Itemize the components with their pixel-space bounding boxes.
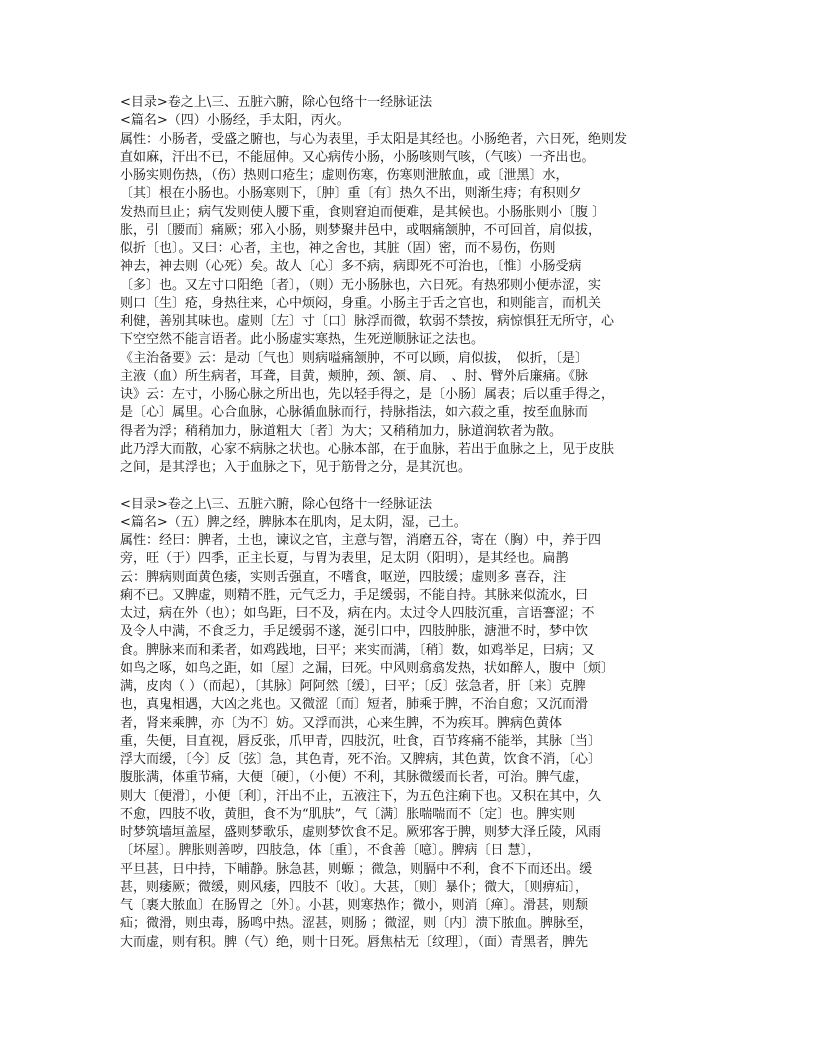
text-line: 则口〔生〕疮，身热往来，心中烦闷，身重。小肠主于舌之官也，和则能言，而机关	[120, 295, 602, 311]
text-line: 发热而旦止；病气发则使人腰下重，食则窘迫而便难，是其候也。小肠胀则小〔腹 〕	[120, 204, 606, 220]
text-line: 神去，神去则（心死）矣。故人〔心〕多不病，病即死不可治也，〔惟〕小肠受病	[120, 259, 582, 275]
text-line: 大而虚，则有积。脾（气）绝，则十日死。唇焦枯无〔纹理〕，（面）青黑者，脾先	[120, 934, 589, 950]
text-line: 旁，旺（于）四季，正主长夏，与胃为表里，足太阴（阳明），是其经也。扁鹊	[120, 551, 569, 567]
text-line: 也，真鬼相遇，大凶之兆也。又微涩〔而〕短者，肺乘于脾，不治自愈；又沉而滑	[120, 697, 589, 713]
section-spleen	[120, 496, 660, 952]
text-line: 不愈，四肢不收，黄胆，食不为“肌肤”，气〔满〕胀喘喘而不〔定〕也。脾实则	[120, 806, 576, 822]
text-line: 〔多〕也。又左寸口阳绝〔者〕，（则）无小肠脉也，六日死。有热邪则小便赤涩，实	[120, 277, 602, 293]
text-line: 浮大而缓，〔今〕反〔弦〕急，其色青，死不治。又脾病，其色黄，饮食不消，〔心〕	[120, 752, 602, 767]
text-line: 食。脾脉来而和柔者，如鸡践地，曰平；来实而满，〔稍〕数，如鸡举足，曰病；又	[120, 642, 595, 658]
text-line: 〔坏屋〕。脾胀则善哕，四肢急，体〔重〕，不食善〔噫〕。脾病〔日 慧〕，	[120, 843, 541, 859]
text-line: 太过，病在外（也）；如鸟距，曰不及，病在内。太过令人四肢沉重，言语謇涩；不	[120, 606, 595, 621]
text-line: 时梦筑墙垣盖屋，盛则梦歌乐，虚则梦饮食不足。厥邪客于脾，则梦大泽丘陵，风雨	[120, 825, 602, 840]
text-line: 疝；微滑，则虫毒，肠鸣中热。涩甚，则肠 ；微涩，则〔内〕溃下脓血。脾脉至，	[120, 916, 593, 932]
text-line: 胀，引〔腰而〕痛厥；邪入小肠，则梦聚井邑中，或咽痛颔肿，不可回首，肩似拔，	[120, 222, 602, 238]
text-line: 此乃浮大而散，心家不病脉之状也。心脉本部，在于血脉，若出于血脉之上，见于皮肤	[120, 441, 615, 457]
text-line: 及令人中满，不食乏力，手足缓弱不遂，涎引口中，四肢肿胀，溏泄不时，梦中饮	[120, 624, 589, 640]
text-line: 利健，善别其味也。虚则〔左〕寸〔口〕脉浮而微，软弱不禁按，病惊惧狂无所守，心	[120, 314, 615, 329]
text-line: 小肠实则伤热，（伤）热则口疮生；虚则伤寒，伤寒则泄脓血，或〔泄黑〕水，	[120, 168, 569, 183]
text-line: <目录>卷之上\三、五脏六腑，除心包络十一经脉证法	[120, 95, 433, 110]
text-line: 则大〔便滑〕，小便〔利〕，汗出不止，五液注下，为五色注痢下也。又积在其中，久	[120, 788, 602, 804]
text-line: 主液（血）所生病者，耳聋，目黄，颊肿，颈、颔、肩、 、肘、臂外后廉痛。《脉	[120, 368, 589, 384]
text-line: 《主治备要》云：是动〔气也〕则病嗌痛颔肿，不可以顾，肩似拔， 似折，〔是〕	[120, 350, 589, 366]
text-line: 如鸟之啄，如鸟之距，如〔屋〕之漏，曰死。中风则翕翕发热，状如醉人，腹中〔烦〕	[120, 660, 615, 676]
text-line: 之间，是其浮也；入于血脉之下，见于筋骨之分，是其沉也。	[120, 460, 472, 475]
text-line: 〔其〕根在小肠也。小肠寒则下，〔肿〕重〔有〕热久不出，则渐生痔；有积则夕	[120, 186, 582, 202]
text-line: 是〔心〕属里。心合血脉，心脉循血脉而行，持脉指法，如六菽之重，按至血脉而	[120, 405, 589, 421]
text-line: 痢不已。又脾虚，则精不胜，元气乏力，手足缓弱，不能自持。其脉来似流水，曰	[120, 587, 589, 603]
text-line: 诀》云：左寸，小肠心脉之所出也，先以轻手得之，是〔小肠〕属表；后以重手得之，	[120, 387, 615, 402]
text-line: 属性：经曰：脾者，土也，谏议之官，主意与智，消磨五谷，寄在（胸）中，养于四	[120, 533, 602, 548]
text-line: 重，失便，目直视，唇反张，爪甲青，四肢沉，吐食，百节疼痛不能举，其脉〔当〕	[120, 733, 602, 749]
section-small-intestine	[120, 94, 660, 477]
text-line: 属性：小肠者，受盛之腑也，与心为表里，手太阳是其经也。小肠绝者，六日死，绝则发	[120, 131, 628, 147]
text-line: 云：脾病则面黄色痿，实则舌强直，不嗜食，呕逆，四肢缓；虚则多 喜吞，注	[120, 569, 567, 585]
text-line: 下空空然不能言语者。此小肠虚实寒热，生死逆顺脉证之法也。	[120, 332, 485, 348]
text-line: <篇名>（四）小肠经，手太阳，丙火。	[120, 113, 350, 129]
document-page	[120, 94, 660, 952]
text-line: 得者为浮；稍稍加力，脉道粗大〔者〕为大；又稍稍加力，脉道润软者为散。	[120, 423, 563, 439]
text-line: <目录>卷之上\三、五脏六腑，除心包络十一经脉证法	[120, 496, 433, 512]
text-line: 腹胀满，体重节痛，大便〔硬〕，（小便）不利，其脉微缓而长者，可治。脾气虚，	[120, 770, 589, 786]
text-line: 似折〔也〕。又曰：心者，主也，神之舍也，其脏（固）密，而不易伤，伤则	[120, 241, 556, 256]
text-line: <篇名>（五）脾之经，脾脉本在肌肉，足太阴，湿，己土。	[120, 514, 467, 530]
text-line: 甚，则痿厥；微缓，则风痿，四肢不〔收〕。大甚，〔则〕暴仆；微大，〔则痹疝〕，	[120, 879, 589, 895]
text-line: 气〔裹大脓血〕在肠胃之〔外〕。小甚，则寒热作；微小，则消〔瘅〕。滑甚，则颓	[120, 898, 589, 913]
text-line: 满，皮肉（ ）（而起），〔其脉〕阿阿然〔缓〕，曰平；〔反〕弦急者，肝〔来〕克脾	[120, 679, 586, 694]
text-line: 平旦甚，日中持，下晡静。脉急甚，则螈 ；微急，则膈中不利，食不下而还出。缓	[120, 861, 593, 877]
text-line: 直如麻，汗出不已，不能屈伸。又心病传小肠，小肠咳则气咳，（气咳）一齐出也。	[120, 149, 595, 165]
text-line: 者，肾来乘脾，亦〔为不〕妨。又浮而洪，心来生脾，不为疾耳。脾病色黄体	[120, 715, 563, 731]
